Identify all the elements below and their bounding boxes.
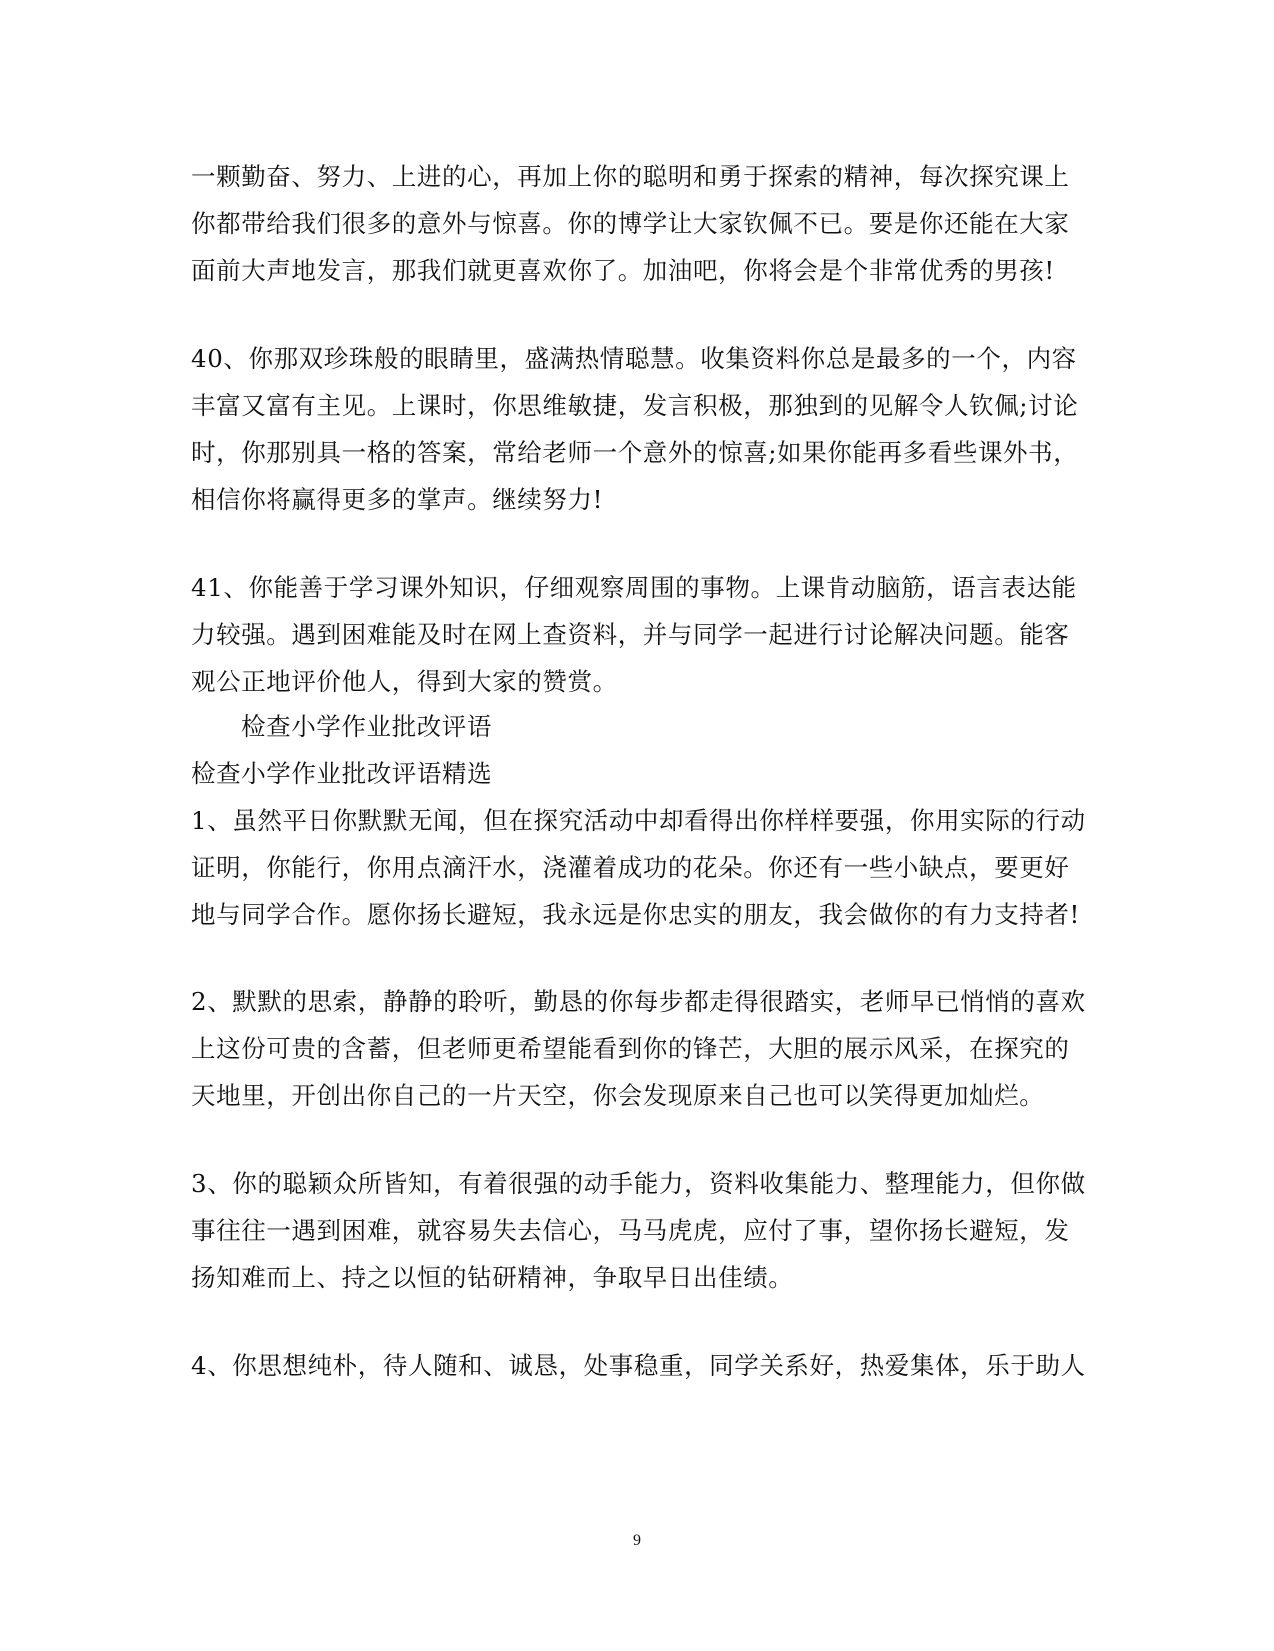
text-line: 4、你思想纯朴，待人随和、诚恳，处事稳重，同学关系好，热爱集体，乐于助人: [191, 1351, 1086, 1380]
text-line: 相信你将赢得更多的掌声。继续努力!: [191, 485, 604, 514]
paragraph-3: [191, 1160, 1086, 1301]
text-line: 面前大声地发言，那我们就更喜欢你了。加油吧，你将会是个非常优秀的男孩!: [191, 256, 1055, 285]
text-line: 扬知难而上、持之以恒的钻研精神，争取早日出佳绩。: [191, 1263, 794, 1292]
text-line: 你都带给我们很多的意外与惊喜。你的博学让大家钦佩不已。要是你还能在大家: [191, 209, 1070, 238]
section-subtitle: 检查小学作业批改评语精选: [191, 759, 493, 788]
text-line: 3、你的聪颖众所皆知，有着很强的动手能力，资料收集能力、整理能力，但你做: [191, 1169, 1086, 1198]
text-line: 观公正地评价他人，得到大家的赞赏。: [191, 667, 618, 696]
text-line: 一颗勤奋、努力、上进的心，再加上你的聪明和勇于探索的精神，每次探究课上: [191, 162, 1070, 191]
text-line: 力较强。遇到困难能及时在网上查资料，并与同学一起进行讨论解决问题。能客: [191, 620, 1070, 649]
section-heading-block: [191, 703, 1086, 938]
text-line: 上这份可贵的含蓄，但老师更希望能看到你的锋芒，大胆的展示风采，在探究的: [191, 1034, 1070, 1063]
paragraph-41: [191, 564, 1081, 705]
page-number: 9: [633, 1532, 641, 1549]
paragraph-40: [191, 335, 1081, 523]
paragraph-2: [191, 978, 1086, 1119]
paragraph-4: [191, 1342, 1086, 1389]
text-line: 天地里，开创出你自己的一片天空，你会发现原来自己也可以笑得更加灿烂。: [191, 1081, 1045, 1110]
text-line: 40、你那双珍珠般的眼睛里，盛满热情聪慧。收集资料你总是最多的一个，内容: [191, 344, 1077, 373]
text-line: 1、虽然平日你默默无闻，但在探究活动中却看得出你样样要强，你用实际的行动: [191, 806, 1086, 835]
section-title: 检查小学作业批改评语: [241, 712, 492, 741]
text-line: 丰富又富有主见。上课时，你思维敏捷，发言积极，那独到的见解令人钦佩;讨论: [191, 391, 1079, 420]
text-line: 2、默默的思索，静静的聆听，勤恳的你每步都走得很踏实，老师早已悄悄的喜欢: [191, 987, 1086, 1016]
text-line: 地与同学合作。愿你扬长避短，我永远是你忠实的朋友，我会做你的有力支持者!: [191, 900, 1080, 929]
text-line: 证明，你能行，你用点滴汗水，浇灌着成功的花朵。你还有一些小缺点，要更好: [191, 853, 1070, 882]
paragraph-39-continuation: [191, 153, 1081, 294]
text-line: 时，你那别具一格的答案，常给老师一个意外的惊喜;如果你能再多看些课外书，: [191, 438, 1079, 467]
text-line: 41、你能善于学习课外知识，仔细观察周围的事物。上课肯动脑筋，语言表达能: [191, 573, 1077, 602]
text-line: 事往往一遇到困难，就容易失去信心，马马虎虎，应付了事，望你扬长避短，发: [191, 1216, 1070, 1245]
